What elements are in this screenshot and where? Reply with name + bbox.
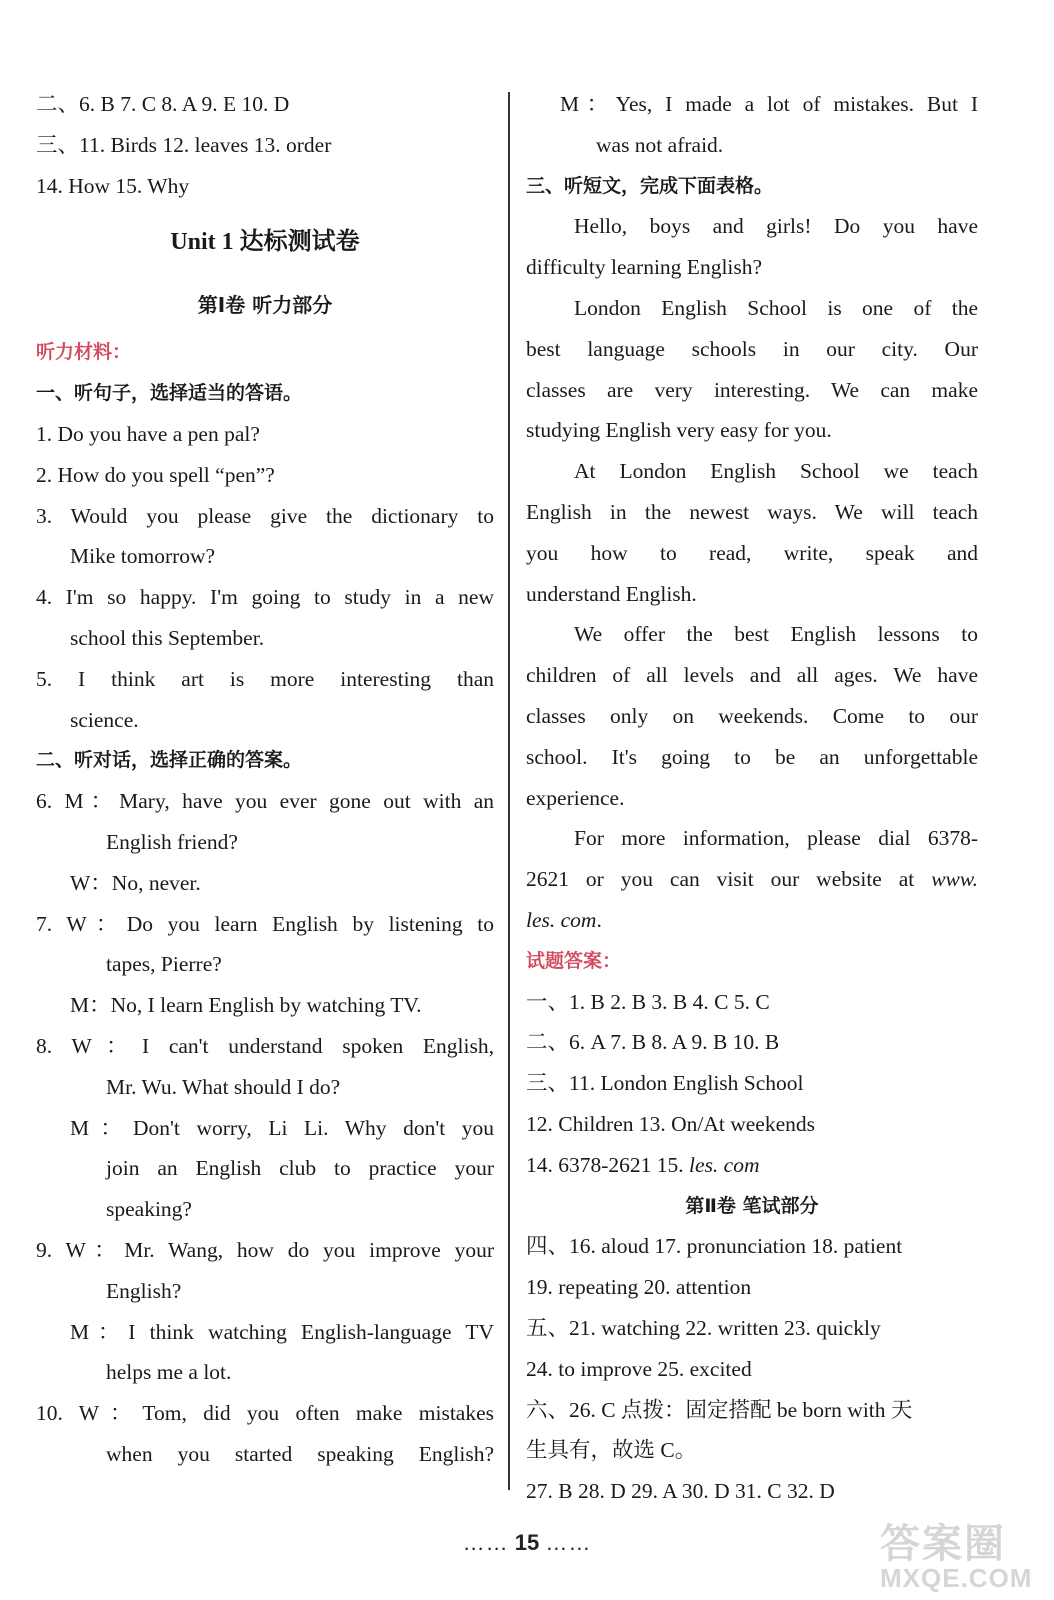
- unit-title: Unit 1 达标测试卷: [170, 229, 360, 256]
- answer-line: 三、11. London English School: [526, 1071, 804, 1096]
- page-number: 15: [514, 1530, 540, 1555]
- answer-line: 14. How 15. Why: [36, 173, 190, 198]
- dialogue-line: when you started speaking English?: [106, 1441, 494, 1466]
- question-line: school this September.: [70, 625, 265, 650]
- section-title: 第Ⅱ卷 笔试部分: [685, 1194, 819, 1217]
- passage-line: At London English School we teach: [574, 459, 978, 484]
- passage-line: London English School is one of the: [574, 295, 978, 320]
- passage-line: English in the newest ways. We will teach: [526, 499, 978, 524]
- question-line: Mike tomorrow?: [70, 544, 216, 569]
- dialogue-line: speaking?: [106, 1197, 192, 1222]
- question-line: 2. How do you spell “pen”?: [36, 462, 275, 487]
- passage-text: .: [596, 907, 602, 932]
- passage-line: school. It's going to be an unforgettable: [526, 744, 978, 769]
- answer-line: [526, 1145, 978, 1186]
- passage-line: children of all levels and all ages. We have: [526, 663, 978, 688]
- answers-label: 试题答案：: [526, 949, 622, 972]
- answer-line: 六、26. C 点拨：固定搭配 be born with 天: [526, 1397, 913, 1422]
- website-text: les. com: [689, 1152, 760, 1177]
- answer-line: 一、1. B 2. B 3. B 4. C 5. C: [526, 989, 770, 1014]
- dialogue-line: 10. W：Tom, did you often make mistakes: [36, 1401, 494, 1426]
- section-title: 第Ⅰ卷 听力部分: [197, 293, 333, 318]
- website-text: les. com: [526, 907, 597, 932]
- watermark-text: 答案圈: [880, 1521, 1006, 1567]
- passage-line: Hello, boys and girls! Do you have: [574, 214, 978, 239]
- dialogue-line: M：I think watching English-language TV: [70, 1319, 494, 1344]
- dialogue-line: join an English club to practice your: [106, 1156, 494, 1181]
- dialogue-line: was not afraid.: [596, 132, 724, 157]
- answer-line: 24. to improve 25. excited: [526, 1356, 752, 1381]
- dialogue-line: helps me a lot.: [106, 1360, 232, 1385]
- passage-line: difficulty learning English?: [526, 255, 763, 280]
- dialogue-line: W：No, never.: [70, 870, 201, 895]
- dialogue-line: M：Yes, I made a lot of mistakes. But I: [560, 92, 978, 116]
- dialogue-line: 9. W：Mr. Wang, how do you improve your: [36, 1237, 494, 1262]
- passage-line: experience.: [526, 785, 625, 810]
- answer-line: 四、16. aloud 17. pronunciation 18. patient: [526, 1234, 903, 1259]
- answer-line: 19. repeating 20. attention: [526, 1275, 752, 1300]
- dialogue-line: English?: [106, 1278, 182, 1303]
- question-line: 1. Do you have a pen pal?: [36, 421, 260, 446]
- passage-line: classes only on weekends. Come to our: [526, 703, 978, 728]
- passage-line: understand English.: [526, 581, 697, 606]
- answer-text: 14. 6378-2621 15.: [526, 1152, 690, 1177]
- question-line: 3. Would you please give the dictionary to: [36, 503, 494, 528]
- footer-dots: ……: [545, 1530, 592, 1555]
- material-label: 听力材料：: [36, 341, 132, 364]
- dialogue-line: 6. M：Mary, have you ever gone out with an: [36, 789, 494, 814]
- answer-line: 二、6. A 7. B 8. A 9. B 10. B: [526, 1030, 780, 1055]
- passage-line: you how to read, write, speak and: [526, 540, 978, 565]
- part-header: 三、听短文，完成下面表格。: [526, 174, 774, 197]
- passage-text: 2621 or you can visit our website at: [526, 867, 932, 892]
- passage-line: [526, 859, 978, 900]
- website-text: www.: [931, 867, 978, 892]
- dialogue-line: M：No, I learn English by watching TV.: [70, 993, 422, 1018]
- dialogue-line: English friend?: [106, 829, 238, 854]
- answer-line: 27. B 28. D 29. A 30. D 31. C 32. D: [526, 1479, 835, 1504]
- dialogue-line: 8. W：I can't understand spoken English,: [36, 1033, 494, 1058]
- answer-line: 二、6. B 7. C 8. A 9. E 10. D: [36, 92, 290, 116]
- passage-line: classes are very interesting. We can make: [526, 377, 978, 402]
- right-column: [526, 84, 978, 1512]
- footer-dots: ……: [462, 1530, 509, 1555]
- question-line: 5. I think art is more interesting than: [36, 666, 494, 691]
- passage-line: best language schools in our city. Our: [526, 336, 978, 361]
- left-column: [36, 84, 494, 1475]
- column-divider: [508, 92, 510, 1490]
- question-line: science.: [70, 707, 139, 732]
- answer-line: 三、11. Birds 12. leaves 13. order: [36, 132, 332, 157]
- watermark-logo: [880, 1512, 1046, 1596]
- part-header: 二、听对话，选择正确的答案。: [36, 749, 303, 772]
- part-header: 一、听句子，选择适当的答语。: [36, 382, 303, 405]
- watermark-domain: MXQE.COM: [880, 1563, 1033, 1593]
- answer-line: 五、21. watching 22. written 23. quickly: [526, 1315, 881, 1340]
- passage-line: studying English very easy for you.: [526, 418, 832, 443]
- dialogue-line: M：Don't worry, Li Li. Why don't you: [70, 1115, 494, 1140]
- question-line: 4. I'm so happy. I'm going to study in a new: [36, 585, 494, 610]
- passage-line: [526, 900, 978, 941]
- dialogue-line: 7. W：Do you learn English by listening to: [36, 911, 494, 936]
- dialogue-line: Mr. Wu. What should I do?: [106, 1074, 341, 1099]
- answer-line: 生具有，故选 C。: [526, 1438, 697, 1463]
- passage-line: We offer the best English lessons to: [574, 622, 978, 647]
- passage-line: For more information, please dial 6378-: [574, 826, 978, 851]
- dialogue-line: tapes, Pierre?: [106, 952, 222, 977]
- answer-line: 12. Children 13. On/At weekends: [526, 1111, 816, 1136]
